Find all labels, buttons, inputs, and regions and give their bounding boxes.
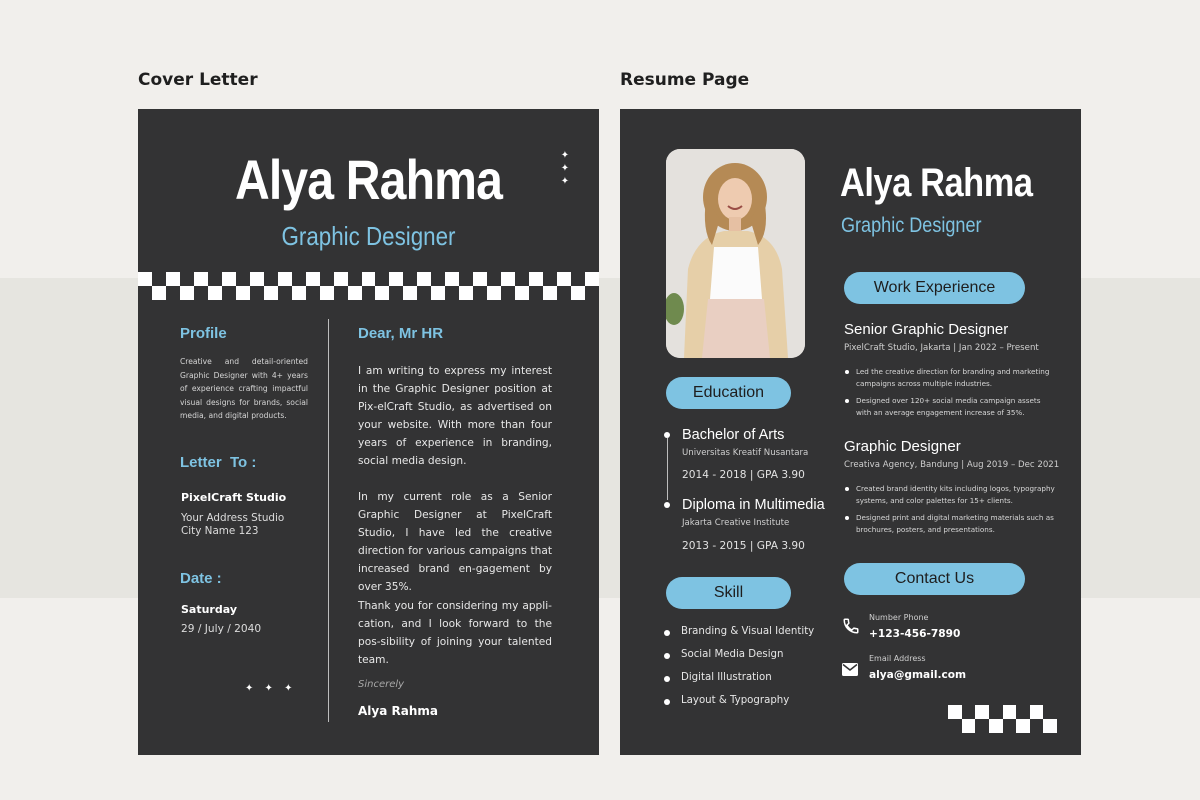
checker-square (250, 272, 264, 286)
education-degree: Bachelor of Arts (682, 427, 785, 443)
checker-square (1043, 719, 1057, 733)
sparkle-icon: ✦ (560, 163, 570, 174)
checker-square (585, 286, 599, 300)
greeting: Dear, Mr HR (358, 325, 444, 342)
cover-letter-page (138, 109, 599, 755)
education-years: 2014 - 2018 | GPA 3.90 (682, 469, 805, 481)
checker-square (975, 719, 989, 733)
checker-square (515, 286, 529, 300)
checker-square (250, 286, 264, 300)
checker-square (278, 286, 292, 300)
skill-item: Digital Illustration (681, 672, 772, 683)
checker-square (557, 286, 571, 300)
checker-square (571, 272, 585, 286)
recipient-address (181, 512, 284, 538)
checker-square (292, 272, 306, 286)
education-timeline (667, 438, 668, 500)
work-experience-heading: Work Experience (844, 272, 1025, 304)
sparkle-icon: ✦ (560, 176, 570, 187)
checker-square (389, 286, 403, 300)
checker-square (948, 705, 962, 719)
checker-square (138, 286, 152, 300)
checker-square (194, 286, 208, 300)
checker-square (334, 286, 348, 300)
checker-pattern (138, 272, 599, 300)
checker-square (473, 272, 487, 286)
sparkle-icon: ✦ (560, 150, 570, 161)
checker-square (222, 272, 236, 286)
education-years: 2013 - 2015 | GPA 3.90 (682, 540, 805, 552)
checker-square (166, 286, 180, 300)
checker-square (529, 286, 543, 300)
checker-square (473, 286, 487, 300)
resume-role: Graphic Designer (841, 214, 982, 237)
checker-square (375, 286, 389, 300)
phone-icon (842, 617, 860, 635)
skill-bullet (664, 699, 670, 705)
checker-square (487, 272, 501, 286)
checker-square (222, 286, 236, 300)
job-bullet: Led the creative direction for branding and marketing campaigns across multiple industries. (856, 367, 1050, 388)
job-bullet-dot (845, 399, 849, 403)
checker-square (1030, 719, 1044, 733)
checker-square (529, 272, 543, 286)
checker-square (417, 286, 431, 300)
cover-role: Graphic Designer (281, 221, 456, 251)
profile-text: Creative and detail-oriented Graphic Designer with 4+ years of experience crafting impactful visual designs for brands, social media, and digital products. (180, 357, 308, 420)
checker-square (362, 272, 376, 286)
checker-square (585, 272, 599, 286)
checker-square (403, 286, 417, 300)
cover-name: Alya Rahma (234, 148, 503, 211)
job-meta: PixelCraft Studio, Jakarta | Jan 2022 – Present (844, 343, 1039, 353)
letter-day: Saturday (181, 603, 237, 616)
checker-square (403, 272, 417, 286)
checker-pattern (948, 705, 1057, 733)
checker-square (320, 272, 334, 286)
checker-square (557, 272, 571, 286)
checker-square (236, 286, 250, 300)
checker-square (292, 286, 306, 300)
checker-square (348, 272, 362, 286)
checker-square (306, 286, 320, 300)
profile-heading: Profile (180, 325, 227, 342)
checker-square (152, 272, 166, 286)
checker-square (334, 272, 348, 286)
job-bullet: Designed print and digital marketing materials such as brochures, posters, and presentations. (856, 513, 1054, 534)
profile-photo (666, 149, 805, 358)
phone-label: Number Phone (869, 613, 929, 622)
checker-square (1030, 705, 1044, 719)
letter-to-heading: Letter To : (180, 454, 257, 471)
education-school: Jakarta Creative Institute (682, 518, 790, 528)
recipient-company: PixelCraft Studio (181, 491, 287, 504)
checker-square (431, 286, 445, 300)
checker-square (1003, 705, 1017, 719)
sign-off: Sincerely (358, 679, 405, 690)
job-meta: Creativa Agency, Bandung | Aug 2019 – Dec 2021 (844, 460, 1060, 470)
address-line: City Name 123 (181, 525, 259, 537)
checker-square (459, 272, 473, 286)
checker-square (445, 286, 459, 300)
resume-page (620, 109, 1081, 755)
education-school: Universitas Kreatif Nusantara (682, 448, 809, 458)
checker-square (166, 272, 180, 286)
checker-square (1043, 705, 1057, 719)
skill-item: Layout & Typography (681, 695, 790, 706)
checker-square (962, 719, 976, 733)
checker-square (180, 272, 194, 286)
checker-square (417, 272, 431, 286)
checker-square (375, 272, 389, 286)
portrait-illustration (666, 149, 805, 358)
checker-square (543, 272, 557, 286)
checker-square (501, 286, 515, 300)
checker-square (431, 272, 445, 286)
checker-square (975, 705, 989, 719)
checker-square (264, 272, 278, 286)
letter-paragraph: I am writing to express my interest in the Graphic Designer position at Pix-elCraft Studio, as advertised on your website. With more than four years of experience in branding, social media design. (358, 365, 552, 467)
job-title: Senior Graphic Designer (844, 321, 1009, 338)
checker-square (515, 272, 529, 286)
checker-square (989, 719, 1003, 733)
checker-square (501, 272, 515, 286)
checker-square (152, 286, 166, 300)
job-bullet: Designed over 120+ social media campaign assets with an average engagement increase of 35%. (856, 396, 1041, 417)
checker-square (962, 705, 976, 719)
signature-name: Alya Rahma (358, 704, 438, 718)
timeline-dot (664, 502, 670, 508)
date-heading: Date : (180, 570, 222, 587)
checker-square (180, 286, 194, 300)
checker-square (1016, 719, 1030, 733)
checker-square (1003, 719, 1017, 733)
timeline-dot (664, 432, 670, 438)
checker-square (348, 286, 362, 300)
checker-square (362, 286, 376, 300)
letter-date: 29 / July / 2040 (181, 623, 262, 635)
cover-letter-label: Cover Letter (138, 70, 258, 90)
skill-item: Social Media Design (681, 649, 784, 660)
email-label: Email Address (869, 654, 926, 663)
checker-square (1016, 705, 1030, 719)
skill-heading: Skill (666, 577, 791, 609)
column-divider (328, 319, 329, 722)
letter-paragraph: Thank you for considering my appli-cation, and I look forward to the pos-sibility of joining your talented team. (358, 600, 552, 666)
education-degree: Diploma in Multimedia (682, 497, 825, 513)
checker-square (278, 272, 292, 286)
checker-square (236, 272, 250, 286)
letter-paragraph: In my current role as a Senior Graphic Designer at PixelCraft Studio, I have led the creative direction for various campaigns that increased brand en-gagement by over 35%. (358, 491, 552, 593)
checker-square (208, 286, 222, 300)
checker-square (208, 272, 222, 286)
skill-bullet (664, 653, 670, 659)
checker-square (571, 286, 585, 300)
phone-number: +123-456-7890 (869, 628, 961, 640)
checker-square (138, 272, 152, 286)
checker-square (320, 286, 334, 300)
job-bullet-dot (845, 487, 849, 491)
checker-square (306, 272, 320, 286)
checker-square (487, 286, 501, 300)
job-bullet: Created brand identity kits including logos, typography systems, and color palettes for 15+ clients. (856, 484, 1055, 505)
checker-square (445, 272, 459, 286)
sparkle-icon-group (558, 149, 572, 188)
checker-square (989, 705, 1003, 719)
job-bullet-dot (845, 370, 849, 374)
education-heading: Education (666, 377, 791, 409)
skill-bullet (664, 676, 670, 682)
checker-square (459, 286, 473, 300)
envelope-icon (842, 661, 858, 674)
job-title: Graphic Designer (844, 438, 961, 455)
resume-name: Alya Rahma (840, 161, 1033, 205)
checker-square (194, 272, 208, 286)
job-bullet-dot (845, 516, 849, 520)
skill-bullet (664, 630, 670, 636)
resume-page-label: Resume Page (620, 70, 750, 90)
checker-square (543, 286, 557, 300)
email-address: alya@gmail.com (869, 669, 967, 681)
checker-square (948, 719, 962, 733)
address-line: Your Address Studio (181, 512, 285, 524)
skill-item: Branding & Visual Identity (681, 626, 815, 637)
sparkle-icon-row: ✦ ✦ ✦ (245, 683, 297, 694)
checker-square (264, 286, 278, 300)
checker-square (389, 272, 403, 286)
contact-heading: Contact Us (844, 563, 1025, 595)
